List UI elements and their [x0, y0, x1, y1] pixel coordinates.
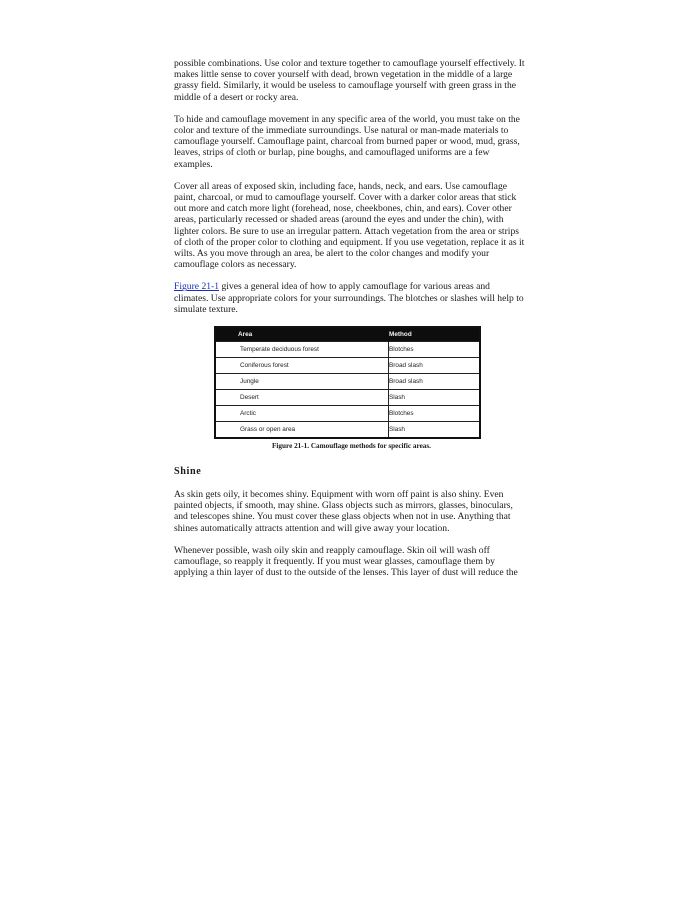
paragraph-hide-movement: To hide and camouflage movement in any specific area of the world, you must take on the color and texture of the immediate surroundings. Use natural or man-made materials to camouflage yourself. Camouflage paint, charcoal from burned paper or wood, mud, grass, leaves, strips of cloth or burlap, pine boughs, and camouflaged uniforms are a few examples.	[174, 113, 520, 170]
cell-area: Grass or open area	[215, 422, 389, 439]
table-row	[215, 374, 480, 390]
paragraph-shine: As skin gets oily, it becomes shiny. Equipment with worn off paint is also shiny. Even painted objects, if smooth, may shine. Glass objects such as mirrors, glasses, binoculars, and telescopes shine. You must cover these glass objects when not in use. Anything that shines automatically attracts attention and will give away your location.	[174, 489, 513, 534]
camouflage-methods-table	[214, 326, 481, 439]
cell-method: Slash	[389, 422, 481, 439]
table-header-row	[215, 327, 480, 342]
cell-area: Temperate deciduous forest	[215, 342, 389, 358]
figure-21-1	[174, 326, 526, 450]
cell-method: Broad slash	[389, 358, 481, 374]
cell-method: Slash	[389, 390, 481, 406]
cell-method: Broad slash	[389, 374, 481, 390]
figure-caption: Figure 21-1. Camouflage methods for specific areas.	[272, 442, 431, 451]
document-page	[174, 58, 526, 589]
table-row	[215, 406, 480, 422]
cell-area: Arctic	[215, 406, 389, 422]
cell-area: Jungle	[215, 374, 389, 390]
cell-area: Coniferous forest	[215, 358, 389, 374]
cell-area: Desert	[215, 390, 389, 406]
figure-21-1-link[interactable]: Figure 21-1	[174, 281, 220, 293]
table-row	[215, 390, 480, 406]
paragraph-exposed-skin: Cover all areas of exposed skin, including face, hands, neck, and ears. Use camouflage paint, charcoal, or mud to camouflage yourself. Cover with a darker color areas that stick out more and catch more light (forehead, nose, cheekbones, chin, and ears). Cover other areas, particularly recessed or shaded areas (around the eyes and under the chin), with lighter colors. Be sure to use an irregular pattern. Attach vegetation from the area or strips of cloth of the proper color to clothing and equipment. If you use vegetation, replace it as it wilts. As you move through an area, be alert to the color changes and modify your camouflage colors as necessary.	[174, 180, 525, 271]
paragraph-wash-skin: Whenever possible, wash oily skin and reapply camouflage. Skin oil will wash off camouflage, so reapply it frequently. If you must wear glasses, camouflage them by applying a thin layer of dust to the outside of the lenses. This layer of dust will reduce the	[174, 544, 518, 579]
paragraph-figure-reference	[174, 281, 526, 315]
table-row	[215, 358, 480, 374]
header-method: Method	[389, 327, 481, 342]
cell-method: Blotches	[389, 342, 481, 358]
header-area: Area	[215, 327, 389, 342]
section-heading-shine: Shine	[174, 466, 202, 478]
table-row	[215, 422, 480, 439]
paragraph-color-texture: possible combinations. Use color and texture together to camouflage yourself effectively. It makes little sense to cover yourself with dead, brown vegetation in the middle of a large grassy field. Similarly, it would be useless to camouflage yourself with green grass in the middle of a desert or rocky area.	[174, 58, 525, 103]
cell-method: Blotches	[389, 406, 481, 422]
figure-reference-text: gives a general idea of how to apply camouflage for various areas and climates. Use appropriate colors for your surroundings. The blotches or slashes will help to simulate texture.	[174, 281, 524, 315]
table-row	[215, 342, 480, 358]
